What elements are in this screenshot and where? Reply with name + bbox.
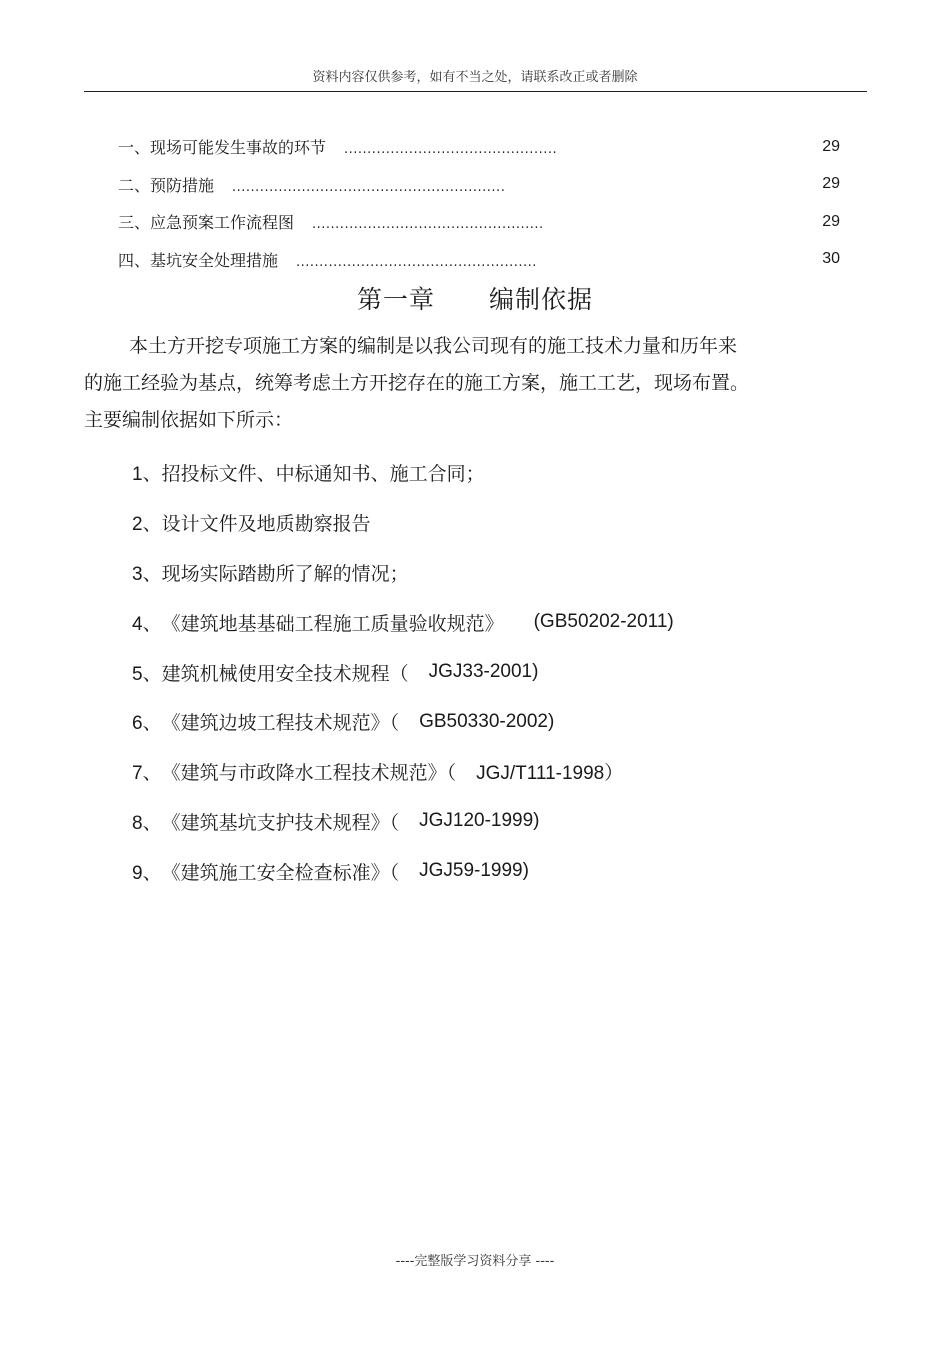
toc-item-page: 29 <box>822 137 840 155</box>
intro-line: 本土方开挖专项施工方案的编制是以我公司现有的施工技术力量和历年来 <box>129 335 738 357</box>
basis-item-number: 2、 <box>132 514 162 536</box>
toc-leader-dots: ........................................................... <box>232 179 506 195</box>
basis-item <box>132 846 832 896</box>
toc-item-page: 29 <box>822 175 840 193</box>
basis-item-text: 《建筑施工安全检查标准》（ <box>161 861 400 884</box>
page-footer: ----完整版学习资料分享 ---- <box>395 1254 555 1269</box>
basis-item <box>132 797 832 847</box>
toc-leader-dots: .............................................. <box>344 142 558 158</box>
toc-leader-dots: .................................................. <box>312 217 544 233</box>
basis-item-number: 5、 <box>132 663 162 685</box>
basis-list <box>132 448 832 896</box>
basis-item <box>132 548 832 598</box>
chapter-heading <box>0 280 950 316</box>
basis-item-number: 8、 <box>132 812 162 834</box>
toc-item[interactable] <box>118 241 840 279</box>
basis-item <box>132 697 832 747</box>
toc-item[interactable] <box>118 166 840 204</box>
standard-code: JGJ59-1999) <box>419 860 529 882</box>
basis-item <box>132 597 832 647</box>
basis-item-number: 1、 <box>132 464 162 486</box>
intro-line: 主要编制依据如下所示： <box>84 409 294 431</box>
basis-item-text: 现场实际踏勘所了解的情况； <box>161 562 409 585</box>
toc-item-page: 30 <box>822 250 840 268</box>
basis-item-number: 4、 <box>132 613 162 635</box>
toc-item-label: 四、基坑安全处理措施 <box>118 250 279 270</box>
intro-paragraph <box>84 328 824 439</box>
standard-code: (GB50202-2011) <box>533 611 674 633</box>
toc-item-label: 三、应急预案工作流程图 <box>118 213 295 233</box>
page-header-notice: 资料内容仅供参考，如有不当之处，请联系改正或者删除 <box>312 70 638 85</box>
toc-item-label: 二、预防措施 <box>118 175 215 195</box>
toc-item[interactable] <box>118 203 840 241</box>
toc-leader-dots: .................................................... <box>296 254 537 270</box>
basis-item-text: 招投标文件、中标通知书、施工合同； <box>161 463 485 486</box>
basis-item-text: 设计文件及地质勘察报告 <box>161 513 371 536</box>
toc-item[interactable] <box>118 128 840 166</box>
toc-item-label: 一、现场可能发生事故的环节 <box>118 138 327 158</box>
basis-item-number: 7、 <box>132 763 162 785</box>
basis-item <box>132 448 832 498</box>
basis-item-text: 《建筑基坑支护技术规程》（ <box>161 811 400 834</box>
basis-item <box>132 747 832 797</box>
basis-item-number: 9、 <box>132 862 162 884</box>
standard-code: JGJ33-2001) <box>428 661 539 683</box>
chapter-title: 编制依据 <box>489 285 594 314</box>
table-of-contents <box>118 128 840 278</box>
basis-item-number: 3、 <box>132 563 162 585</box>
standard-code: JGJ/T111-1998） <box>476 763 624 785</box>
basis-item-text: 《建筑地基基础工程施工质量验收规范》 <box>161 612 504 635</box>
basis-item <box>132 498 832 548</box>
intro-line: 的施工经验为基点，统筹考虑土方开挖存在的施工方案，施工工艺，现场布置。 <box>84 372 750 394</box>
chapter-number: 第一章 <box>356 285 435 314</box>
standard-code: GB50330-2002) <box>419 710 555 732</box>
basis-item-text: 建筑机械使用安全技术规程（ <box>161 662 409 685</box>
basis-item-text: 《建筑与市政降水工程技术规范》（ <box>161 762 457 785</box>
basis-item-text: 《建筑边坡工程技术规范》（ <box>161 712 400 735</box>
basis-item-number: 6、 <box>132 713 162 735</box>
header-divider <box>84 91 867 92</box>
toc-item-page: 29 <box>822 212 840 230</box>
standard-code: JGJ120-1999) <box>419 810 540 832</box>
basis-item <box>132 647 832 697</box>
